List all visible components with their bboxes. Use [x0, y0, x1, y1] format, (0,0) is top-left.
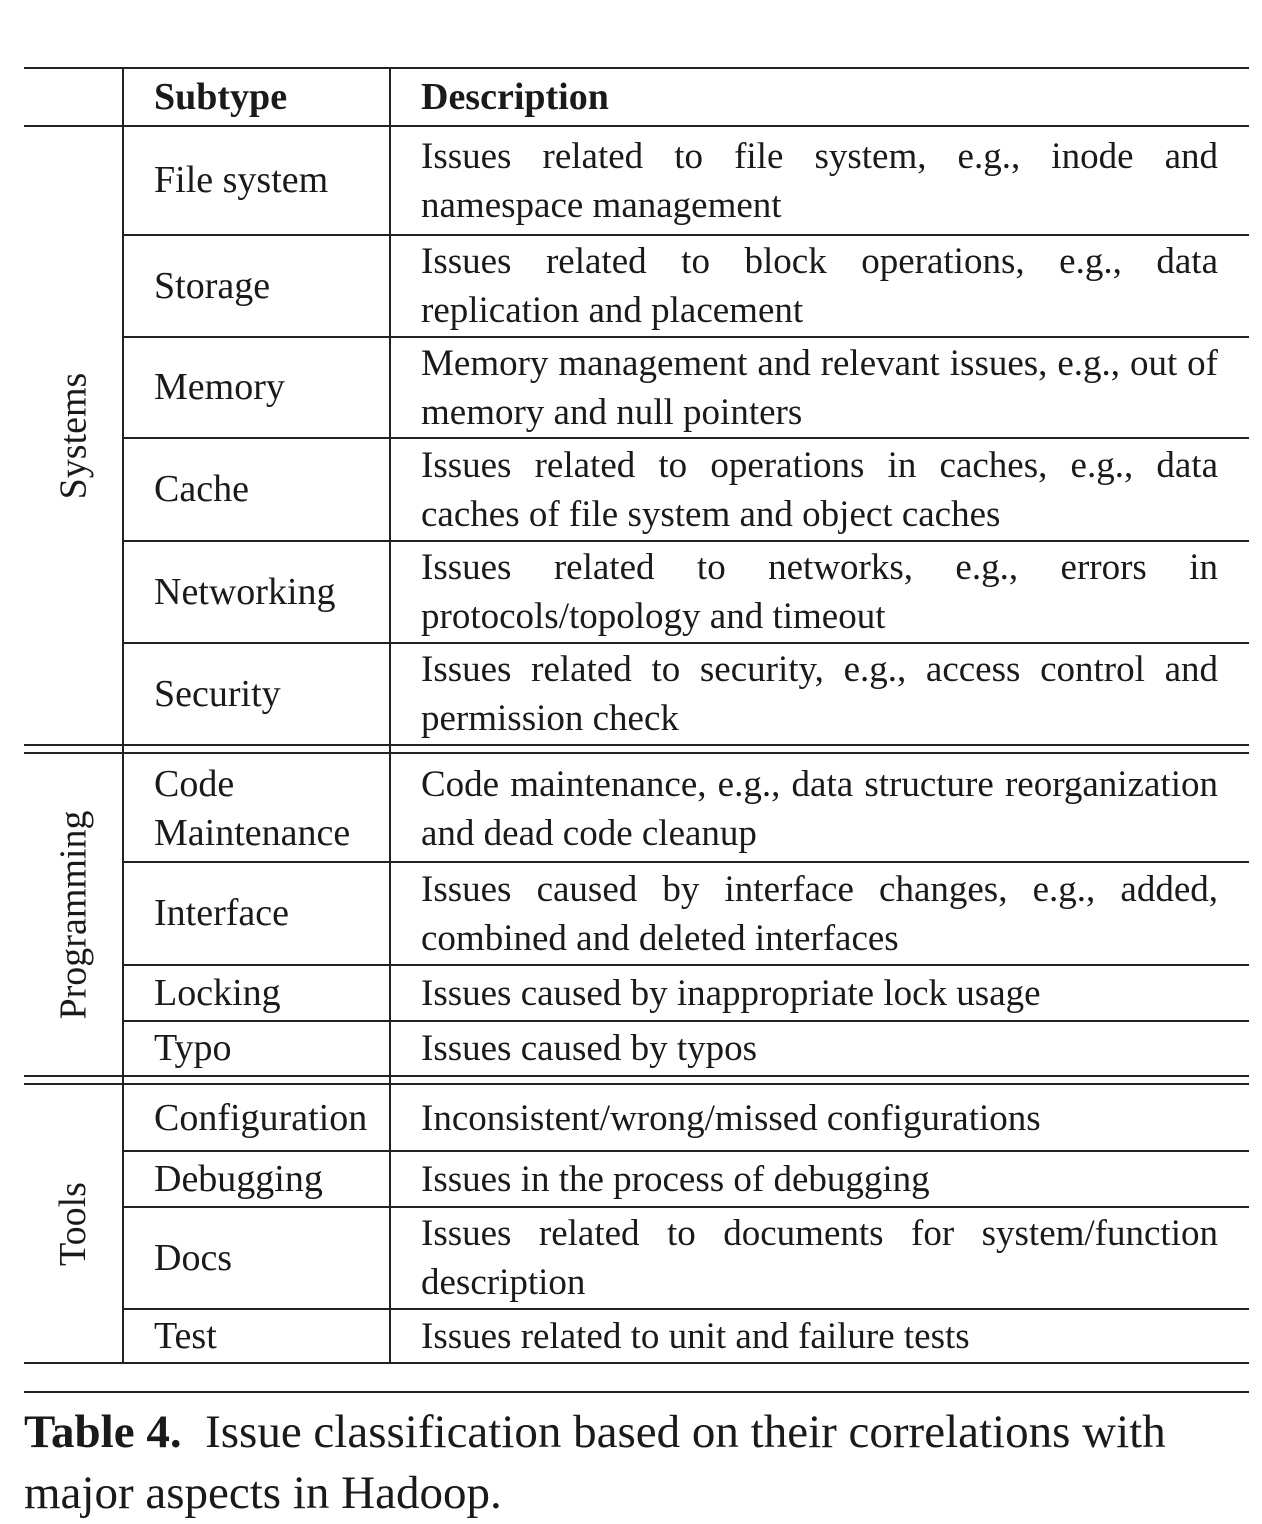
programming-bottom-rule — [24, 1075, 1249, 1077]
subtype-text: Interface — [154, 892, 289, 934]
description-text: Issues caused by inappropriate lock usage — [421, 972, 1041, 1014]
description-text: Issues related to networks, e.g., errors in protocols/topology and timeout — [421, 547, 1218, 637]
col-divider-2 — [389, 67, 391, 1364]
subtype-text: Cache — [154, 468, 249, 510]
description-text: Issues caused by interface changes, e.g., added, combined and deleted interfaces — [421, 868, 1218, 959]
col-divider-1 — [122, 67, 124, 1364]
description-text: Issues related to operations in caches, e.g., data caches of file system and object caches — [421, 444, 1218, 535]
table-row-description — [421, 1310, 1218, 1362]
description-text: Issues related to block operations, e.g., data replication and placement — [421, 241, 1218, 331]
caption-rule — [24, 1391, 1249, 1393]
description-text: Memory management and relevant issues, e.g., out of memory and null pointers — [421, 342, 1218, 433]
systems-bottom-rule — [24, 744, 1249, 746]
subtype-text: Debugging — [154, 1157, 323, 1200]
table-row-description — [421, 542, 1218, 642]
description-text: Issues in the process of debugging — [421, 1158, 930, 1200]
group-label-programming — [24, 754, 122, 1075]
table-row-description — [421, 236, 1218, 336]
table-caption — [24, 1402, 1249, 1524]
group-label-text: Programming — [52, 810, 95, 1019]
table-row-subtype — [154, 338, 386, 437]
table-row-description — [421, 756, 1218, 861]
table-row-subtype — [154, 1208, 386, 1308]
subtype-text: Locking — [154, 971, 281, 1014]
table-row-description — [421, 966, 1218, 1020]
table-row-description — [421, 644, 1218, 744]
table-row-subtype — [154, 439, 386, 540]
table-row-description — [421, 338, 1218, 437]
subtype-text: Memory — [154, 366, 285, 408]
subtype-text: Docs — [154, 1236, 233, 1279]
description-text: Inconsistent/wrong/missed configurations — [421, 1098, 1041, 1139]
subtype-text: Networking — [154, 570, 336, 613]
description-text: Issues related to unit and failure tests — [421, 1315, 970, 1357]
description-text: Issues related to security, e.g., access control and permission check — [421, 649, 1218, 739]
table-row-subtype — [154, 1087, 386, 1150]
table-row-description — [421, 1208, 1218, 1308]
description-text: Code maintenance, e.g., data structure reorganization and dead code cleanup — [421, 763, 1218, 854]
table-row-description — [421, 1022, 1218, 1075]
table-row-subtype — [154, 127, 386, 234]
table-row-description — [421, 863, 1218, 964]
subtype-text: Code Maintenance — [154, 762, 351, 854]
group-label-systems — [24, 127, 122, 744]
table-row-subtype — [154, 1310, 386, 1362]
description-text: Issues related to documents for system/function description — [421, 1213, 1218, 1303]
table-row-subtype — [154, 1152, 386, 1206]
table-bottom-rule — [24, 1362, 1249, 1364]
description-text: Issues related to file system, e.g., inode and namespace management — [421, 135, 1218, 226]
header-description: Description — [421, 76, 609, 118]
table-row-subtype — [154, 542, 386, 642]
table-row-subtype — [154, 644, 386, 744]
table-row-subtype — [154, 863, 386, 964]
subtype-text: Test — [154, 1314, 217, 1357]
table-row-description — [421, 127, 1218, 234]
table-row-description — [421, 1087, 1218, 1150]
subtype-text: Security — [154, 672, 281, 715]
table-row-subtype — [154, 966, 386, 1020]
table-row-description — [421, 1152, 1218, 1206]
group-label-tools — [24, 1085, 122, 1362]
table-row-subtype — [154, 756, 386, 861]
subtype-text: Configuration — [154, 1097, 368, 1139]
caption-label: Table 4. — [24, 1406, 182, 1458]
description-text: Issues caused by typos — [421, 1028, 758, 1069]
caption-text: Issue classification based on their correlations with major aspects in Hadoop. — [24, 1406, 1166, 1519]
table-row-subtype — [154, 1022, 386, 1075]
subtype-text: File system — [154, 159, 329, 201]
table-row-description — [421, 439, 1218, 540]
tools-top-rule — [24, 1083, 1249, 1085]
group-label-text: Systems — [52, 372, 95, 499]
group-label-text: Tools — [52, 1181, 94, 1266]
programming-top-rule — [24, 752, 1249, 754]
table-row-subtype — [154, 236, 386, 336]
header-subtype: Subtype — [154, 76, 288, 118]
subtype-text: Storage — [154, 264, 271, 307]
subtype-text: Typo — [154, 1027, 232, 1069]
